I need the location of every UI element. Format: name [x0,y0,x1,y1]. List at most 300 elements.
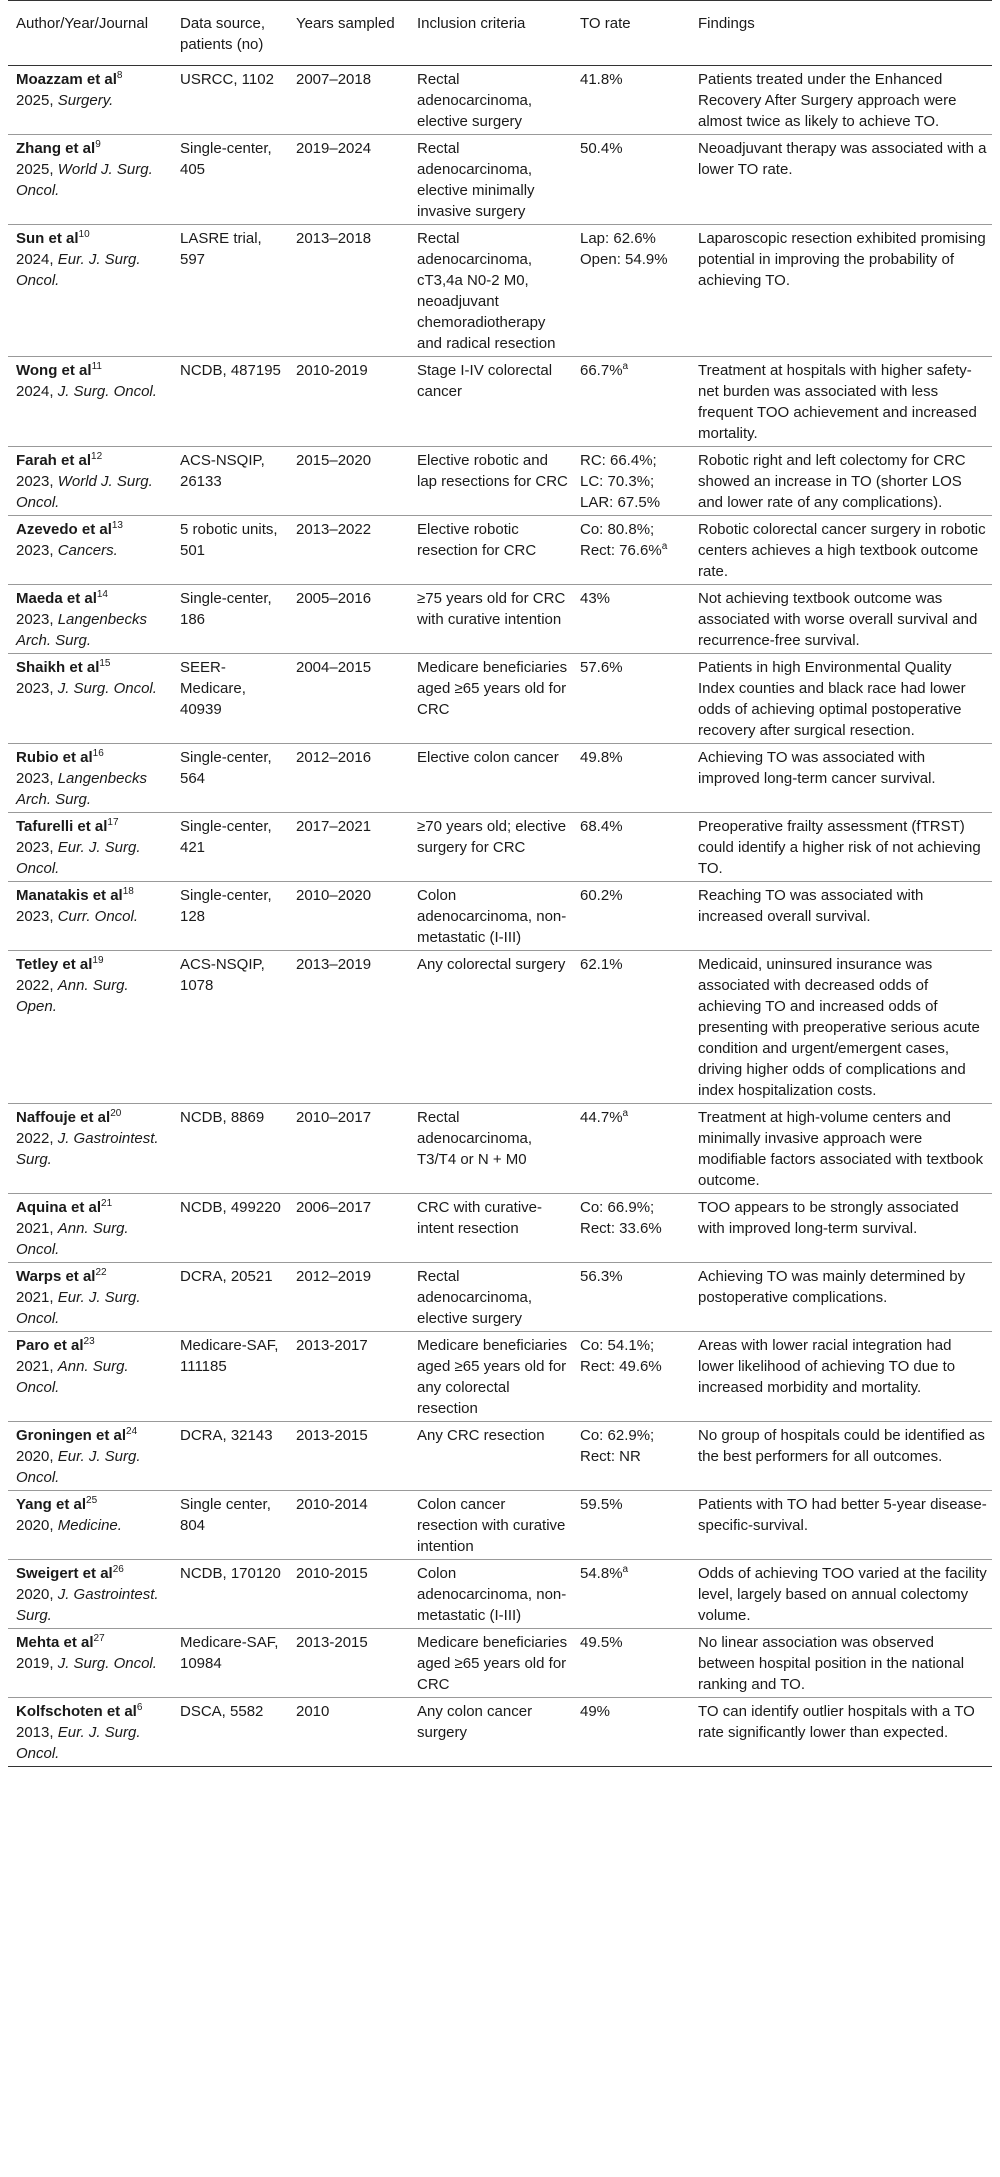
author-name [16,588,168,609]
table-row [8,1629,992,1698]
table-row [8,654,992,744]
author-name [16,747,168,768]
to-rate-cell [572,951,690,1104]
year-journal: 2024, Eur. J. Surg. Oncol. [16,251,141,289]
year-journal: 2023, World J. Surg. Oncol. [16,473,153,511]
to-rate-value [580,519,686,540]
author-text: Warps et al [16,1268,96,1285]
year-journal: 2023, Langenbecks Arch. Surg. [16,770,147,808]
data-source-cell: NCDB, 8869 [172,1104,288,1194]
years-sampled-cell: 2013-2015 [288,1422,409,1491]
year-journal: 2020, J. Gastrointest. Surg. [16,1586,159,1624]
reference-number: 9 [95,139,101,150]
author-text: Shaikh et al [16,659,100,676]
reference-number: 21 [101,1198,113,1209]
years-sampled-cell: 2017–2021 [288,813,409,882]
to-rate-cell [572,1491,690,1560]
author-cell [8,1263,172,1332]
to-rate-value [580,540,686,561]
publication-year: 2020 [16,1586,50,1603]
year-journal: 2022, Ann. Surg. Open. [16,977,129,1015]
years-sampled-cell: 2019–2024 [288,135,409,225]
author-text: Sweigert et al [16,1565,113,1582]
findings-cell: No linear association was observed between hospital position in the national ranking and TO. [690,1629,992,1698]
column-header: Years sampled [288,1,409,66]
journal-name: Ann. Surg. Oncol. [16,1220,129,1258]
column-header: Author/Year/Journal [8,1,172,66]
reference-number: 24 [126,1426,138,1437]
to-rate-text: Co: 66.9%; [580,1199,655,1216]
journal-name: J. Surg. Oncol. [57,383,157,400]
data-source-cell: DCRA, 20521 [172,1263,288,1332]
journal-name: World J. Surg. Oncol. [16,161,153,199]
publication-year: 2023 [16,473,50,490]
findings-cell: Laparoscopic resection exhibited promising potential in improving the probability of achieving TO. [690,225,992,357]
journal-name: Eur. J. Surg. Oncol. [16,839,141,877]
data-source-cell: Medicare-SAF, 111185 [172,1332,288,1422]
to-rate-text: 50.4% [580,140,623,157]
to-rate-value [580,1446,686,1467]
journal-name: J. Gastrointest. Surg. [16,1130,159,1168]
data-source-cell: Single-center, 564 [172,744,288,813]
years-sampled-cell: 2010 [288,1698,409,1767]
table-row [8,225,992,357]
publication-year: 2021 [16,1289,50,1306]
years-sampled-cell: 2012–2016 [288,744,409,813]
author-name [16,954,168,975]
inclusion-criteria-cell: Elective robotic resection for CRC [409,516,572,585]
data-source-cell: NCDB, 170120 [172,1560,288,1629]
to-rate-cell [572,882,690,951]
publication-year: 2020 [16,1517,50,1534]
to-rate-text: 44.7% [580,1109,623,1126]
findings-cell: Reaching TO was associated with increased overall survival. [690,882,992,951]
to-rate-value [580,492,686,513]
year-journal: 2025, World J. Surg. Oncol. [16,161,153,199]
years-sampled-cell: 2015–2020 [288,447,409,516]
inclusion-criteria-cell: ≥75 years old for CRC with curative intention [409,585,572,654]
years-sampled-cell: 2012–2019 [288,1263,409,1332]
author-cell [8,1332,172,1422]
author-name [16,450,168,471]
year-journal: 2021, Ann. Surg. Oncol. [16,1358,129,1396]
author-name [16,1563,168,1584]
author-cell [8,585,172,654]
reference-number: 14 [96,589,108,600]
journal-name: Cancers. [57,542,118,559]
author-cell [8,744,172,813]
years-sampled-cell: 2010–2020 [288,882,409,951]
data-source-cell: Single-center, 128 [172,882,288,951]
to-rate-cell [572,813,690,882]
footnote-mark: a [622,1564,629,1575]
data-source-cell: DSCA, 5582 [172,1698,288,1767]
journal-name: Ann. Surg. Oncol. [16,1358,129,1396]
author-cell [8,225,172,357]
publication-year: 2024 [16,251,50,268]
author-name [16,1425,168,1446]
findings-cell: Achieving TO was associated with improved long-term cancer survival. [690,744,992,813]
year-journal: 2023, Langenbecks Arch. Surg. [16,611,147,649]
findings-cell: Medicaid, uninsured insurance was associated with decreased odds of achieving TO and increased odds of presenting with preoperative serious acute condition and urgent/emergent cases, driving higher odds of complications and index hospitalization costs. [690,951,992,1104]
inclusion-criteria-cell: Elective robotic and lap resections for CRC [409,447,572,516]
findings-cell: Robotic right and left colectomy for CRC showed an increase in TO (shorter LOS and lower rate of any complications). [690,447,992,516]
to-rate-cell [572,585,690,654]
table-row [8,1194,992,1263]
table-row [8,1698,992,1767]
to-rate-text: 56.3% [580,1268,623,1285]
to-rate-text: 49.5% [580,1634,623,1651]
to-rate-value [580,1266,686,1287]
table-row [8,585,992,654]
to-rate-value [580,657,686,678]
year-journal: 2023, Cancers. [16,542,118,559]
reference-number: 20 [110,1108,122,1119]
to-rate-value [580,69,686,90]
years-sampled-cell: 2010-2014 [288,1491,409,1560]
author-name [16,1701,168,1722]
to-rate-text: Rect: NR [580,1448,641,1465]
column-header: Data source, patients (no) [172,1,288,66]
to-rate-value [580,1632,686,1653]
publication-year: 2021 [16,1220,50,1237]
author-name [16,228,168,249]
data-source-cell: Medicare-SAF, 10984 [172,1629,288,1698]
journal-name: J. Surg. Oncol. [57,1655,157,1672]
to-rate-text: Co: 62.9%; [580,1427,655,1444]
to-rate-cell [572,357,690,447]
to-rate-cell [572,744,690,813]
findings-cell: Patients treated under the Enhanced Recovery After Surgery approach were almost twice as likely to achieve TO. [698,71,957,130]
table-row [8,135,992,225]
to-rate-text: 49% [580,1703,611,1720]
to-rate-value [580,360,686,381]
publication-year: 2022 [16,1130,50,1147]
findings-cell: Treatment at high-volume centers and minimally invasive approach were modifiable factors associated with textbook outcome. [690,1104,992,1194]
author-text: Wong et al [16,362,92,379]
author-text: Tafurelli et al [16,818,108,835]
table-container [8,0,992,1767]
table-row [8,447,992,516]
journal-name: Eur. J. Surg. Oncol. [16,1724,141,1762]
journal-name: Eur. J. Surg. Oncol. [16,1289,141,1327]
footnote-mark: a [622,1108,629,1119]
to-rate-text: Rect: 49.6% [580,1358,662,1375]
to-rate-text: Lap: 62.6% [580,230,656,247]
reference-number: 27 [93,1633,105,1644]
author-text: Moazzam et al [16,71,117,88]
to-rate-text: LC: 70.3%; [580,473,655,490]
data-source-cell: SEER-Medicare, 40939 [172,654,288,744]
years-sampled-cell: 2010-2015 [288,1560,409,1629]
data-source-cell: NCDB, 499220 [172,1194,288,1263]
reference-number: 17 [107,817,119,828]
author-text: Mehta et al [16,1634,94,1651]
reference-number: 6 [136,1702,143,1713]
to-rate-text: LAR: 67.5% [580,494,661,511]
reference-number: 19 [92,955,104,966]
journal-name: Curr. Oncol. [57,908,139,925]
publication-year: 2023 [16,611,50,628]
inclusion-criteria-cell: Rectal adenocarcinoma, elective minimally invasive surgery [409,135,572,225]
author-text: Rubio et al [16,749,93,766]
author-name [16,1197,168,1218]
years-sampled-cell: 2010-2019 [288,357,409,447]
to-rate-cell [572,1698,690,1767]
table-row [8,1263,992,1332]
author-cell [8,516,172,585]
author-text: Kolfschoten et al [16,1703,137,1720]
year-journal: 2024, J. Surg. Oncol. [16,383,157,400]
publication-year: 2019 [16,1655,50,1672]
to-rate-text: Rect: 33.6% [580,1220,662,1237]
table-row [8,813,992,882]
to-rate-cell [572,1332,690,1422]
table-row [8,357,992,447]
author-text: Farah et al [16,452,92,469]
year-journal: 2019, J. Surg. Oncol. [16,1655,157,1672]
data-source-cell: USRCC, 1102 [180,71,274,88]
to-rate-value [580,885,686,906]
header-row [8,1,992,66]
author-text: Zhang et al [16,140,96,157]
column-header: TO rate [572,1,690,66]
years-sampled-cell: 2007–2018 [296,71,372,88]
to-rate-cell [572,447,690,516]
author-cell [8,66,172,135]
to-rate-cell [572,654,690,744]
publication-year: 2023 [16,542,50,559]
inclusion-criteria-cell: Elective colon cancer [409,744,572,813]
journal-name: Ann. Surg. Open. [16,977,129,1015]
reference-number: 16 [92,748,104,759]
publication-year: 2024 [16,383,50,400]
to-rate-text: 41.8% [580,71,623,88]
author-name [16,657,168,678]
publication-year: 2023 [16,908,50,925]
author-text: Yang et al [16,1496,87,1513]
to-rate-value [580,1197,686,1218]
inclusion-criteria-cell: Colon adenocarcinoma, non-metastatic (I-III) [409,882,572,951]
year-journal: 2021, Ann. Surg. Oncol. [16,1220,129,1258]
inclusion-criteria-cell: Rectal adenocarcinoma, elective surgery [409,1263,572,1332]
to-rate-value [580,1701,686,1722]
journal-name: Langenbecks Arch. Surg. [16,770,147,808]
to-rate-cell [572,1104,690,1194]
reference-number: 8 [116,70,123,81]
reference-number: 11 [91,361,102,372]
to-rate-value [580,471,686,492]
author-text: Aquina et al [16,1199,102,1216]
table-row [8,516,992,585]
to-rate-text: 43% [580,590,611,607]
author-cell [8,882,172,951]
reference-number: 23 [83,1336,95,1347]
years-sampled-cell: 2013-2017 [288,1332,409,1422]
reference-number: 22 [95,1267,107,1278]
publication-year: 2023 [16,770,50,787]
author-name [16,519,168,540]
inclusion-criteria-cell: ≥70 years old; elective surgery for CRC [409,813,572,882]
to-rate-text: 49.8% [580,749,623,766]
author-cell [8,1629,172,1698]
publication-year: 2013 [16,1724,50,1741]
to-rate-cell [572,1194,690,1263]
publication-year: 2023 [16,680,50,697]
data-source-cell: 5 robotic units, 501 [172,516,288,585]
author-cell [8,1194,172,1263]
to-rate-cell [572,135,690,225]
data-source-cell: Single-center, 186 [172,585,288,654]
table-row [8,66,992,135]
table-row [8,1560,992,1629]
journal-name: World J. Surg. Oncol. [16,473,153,511]
author-text: Maeda et al [16,590,97,607]
to-rate-cell [572,66,690,135]
inclusion-criteria-cell: Colon cancer resection with curative intention [409,1491,572,1560]
years-sampled-cell: 2010–2017 [288,1104,409,1194]
to-rate-cell [572,1560,690,1629]
author-text: Azevedo et al [16,521,112,538]
author-text: Tetley et al [16,956,93,973]
to-rate-cell [572,516,690,585]
to-rate-text: Co: 54.1%; [580,1337,655,1354]
journal-name: Eur. J. Surg. Oncol. [16,1448,141,1486]
inclusion-criteria-cell: Any colon cancer surgery [409,1698,572,1767]
author-cell [8,1422,172,1491]
table-row [8,1104,992,1194]
author-text: Paro et al [16,1337,84,1354]
findings-cell: Robotic colorectal cancer surgery in robotic centers achieves a high textbook outcome rate. [690,516,992,585]
footnote-mark: a [622,361,629,372]
to-rate-value [580,450,686,471]
author-cell [8,813,172,882]
to-rate-text: 54.8% [580,1565,623,1582]
author-cell [8,357,172,447]
to-rate-value [580,588,686,609]
author-cell [8,1104,172,1194]
to-rate-value [580,228,686,249]
findings-cell: TOO appears to be strongly associated with improved long-term survival. [690,1194,992,1263]
findings-cell: Patients with TO had better 5-year disease-specific-survival. [690,1491,992,1560]
table-row [8,744,992,813]
author-cell [8,135,172,225]
table-row [8,1491,992,1560]
data-source-cell: Single center, 804 [172,1491,288,1560]
reference-number: 26 [112,1564,124,1575]
to-rate-text: 62.1% [580,956,623,973]
to-rate-text: Co: 80.8%; [580,521,655,538]
column-header: Findings [690,1,992,66]
year-journal: 2023, Eur. J. Surg. Oncol. [16,839,141,877]
to-rate-cell [572,225,690,357]
years-sampled-cell: 2006–2017 [288,1194,409,1263]
to-rate-value [580,1218,686,1239]
journal-name: Langenbecks Arch. Surg. [16,611,147,649]
to-rate-text: 68.4% [580,818,623,835]
inclusion-criteria-cell: Medicare beneficiaries aged ≥65 years old for any colorectal resection [409,1332,572,1422]
to-rate-cell [572,1422,690,1491]
journal-name: Eur. J. Surg. Oncol. [16,251,141,289]
journal-name: Surgery. [57,92,114,109]
reference-number: 12 [91,451,103,462]
year-journal: 2022, J. Gastrointest. Surg. [16,1130,159,1168]
inclusion-criteria-cell: Rectal adenocarcinoma, T3/T4 or N + M0 [409,1104,572,1194]
author-name [16,138,168,159]
journal-name: J. Surg. Oncol. [57,680,157,697]
year-journal: 2021, Eur. J. Surg. Oncol. [16,1289,141,1327]
author-name [16,885,168,906]
data-source-cell: DCRA, 32143 [172,1422,288,1491]
author-cell [8,447,172,516]
data-source-cell: ACS-NSQIP, 1078 [172,951,288,1104]
publication-year: 2025 [16,161,50,178]
data-source-cell: Single-center, 405 [172,135,288,225]
year-journal: 2020, Eur. J. Surg. Oncol. [16,1448,141,1486]
findings-cell: Neoadjuvant therapy was associated with a lower TO rate. [690,135,992,225]
author-cell [8,1560,172,1629]
reference-number: 15 [99,658,111,669]
findings-cell: Odds of achieving TOO varied at the facility level, largely based on annual colectomy volume. [690,1560,992,1629]
publication-year: 2020 [16,1448,50,1465]
author-name [16,1107,168,1128]
author-text: Manatakis et al [16,887,123,904]
publication-year: 2025 [16,92,50,109]
years-sampled-cell: 2013–2022 [288,516,409,585]
author-name [16,1632,168,1653]
author-text: Groningen et al [16,1427,127,1444]
years-sampled-cell: 2013–2018 [288,225,409,357]
table-row [8,1332,992,1422]
to-rate-value [580,1425,686,1446]
data-source-cell: Single-center, 421 [172,813,288,882]
to-rate-value [580,816,686,837]
to-rate-value [580,138,686,159]
year-journal: 2025, Surgery. [16,92,114,109]
data-source-cell: NCDB, 487195 [172,357,288,447]
author-cell [8,1698,172,1767]
inclusion-criteria-cell: Medicare beneficiaries aged ≥65 years old for CRC [409,654,572,744]
year-journal: 2023, Curr. Oncol. [16,908,139,925]
year-journal: 2020, Medicine. [16,1517,122,1534]
author-text: Naffouje et al [16,1109,111,1126]
to-rate-cell [572,1629,690,1698]
findings-cell: Not achieving textbook outcome was associated with worse overall survival and recurrence-free survival. [690,585,992,654]
inclusion-criteria-cell: Any CRC resection [409,1422,572,1491]
publication-year: 2023 [16,839,50,856]
reference-number: 18 [122,886,134,897]
to-rate-value [580,954,686,975]
to-rate-text: Open: 54.9% [580,251,668,268]
author-text: Sun et al [16,230,79,247]
inclusion-criteria-cell: CRC with curative-intent resection [409,1194,572,1263]
journal-name: Medicine. [57,1517,122,1534]
findings-cell: Areas with lower racial integration had lower likelihood of achieving TO due to increased morbidity and mortality. [690,1332,992,1422]
inclusion-criteria-cell: Any colorectal surgery [409,951,572,1104]
to-rate-value [580,1356,686,1377]
reference-number: 10 [78,229,90,240]
inclusion-criteria-cell: Medicare beneficiaries aged ≥65 years old for CRC [409,1629,572,1698]
findings-cell: Achieving TO was mainly determined by postoperative complications. [690,1263,992,1332]
author-name [16,1266,168,1287]
data-source-cell: LASRE trial, 597 [172,225,288,357]
reference-number: 25 [86,1495,98,1506]
reference-number: 13 [111,520,123,531]
author-name [16,69,168,90]
to-rate-value [580,1335,686,1356]
to-rate-text: 57.6% [580,659,623,676]
findings-cell: Preoperative frailty assessment (fTRST) could identify a higher risk of not achieving TO. [690,813,992,882]
